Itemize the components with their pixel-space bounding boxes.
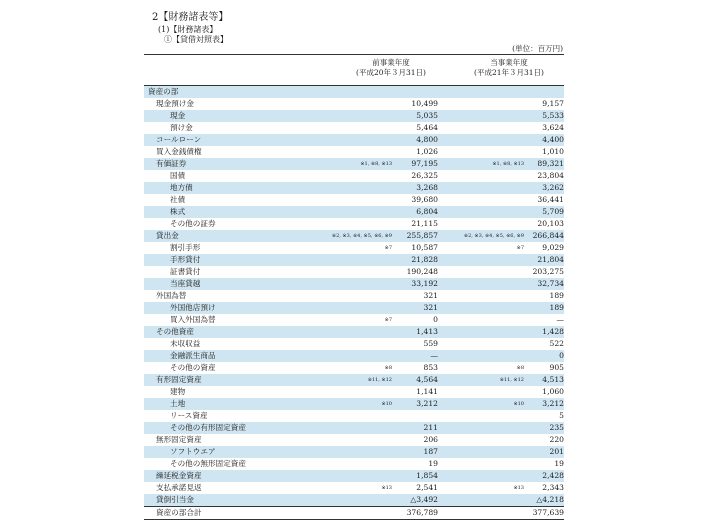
curr-year-value: 522	[549, 339, 564, 348]
table-row	[144, 362, 564, 374]
balance-sheet-table	[144, 54, 564, 520]
curr-year-value: 2,428	[542, 471, 564, 480]
prev-year-value: 321	[423, 291, 438, 300]
table-row	[144, 98, 564, 110]
table-row	[144, 194, 564, 206]
prev-year-value: 190,248	[406, 267, 438, 276]
prev-year-note-ref: ※2, ※3, ※4, ※5, ※6, ※9	[331, 233, 392, 239]
row-label: 買入外国為替	[170, 315, 216, 324]
prev-year-value: 10,587	[411, 243, 438, 252]
row-label: その他の資産	[170, 363, 216, 372]
prev-year-date: (平成20年３月31日)	[356, 68, 426, 77]
prev-year-value: 21,115	[411, 219, 438, 228]
row-label: 手形貸付	[170, 255, 201, 264]
prev-year-value: 4,800	[416, 135, 438, 144]
curr-year-value: 905	[549, 363, 564, 372]
prev-year-value: 26,325	[411, 171, 438, 180]
curr-year-value: 266,844	[532, 231, 564, 240]
row-label: 貸倒引当金	[156, 495, 194, 504]
row-label: その他資産	[156, 327, 194, 336]
row-label: 有形固定資産	[156, 375, 202, 384]
row-label: 社債	[170, 195, 186, 204]
row-label: 割引手形	[170, 243, 201, 252]
table-row	[144, 134, 564, 146]
table-row	[144, 182, 564, 194]
row-label: 建物	[170, 387, 186, 396]
curr-year-value: 189	[549, 303, 564, 312]
prev-year-note-ref: ※11, ※12	[367, 377, 392, 383]
prev-year-value: 321	[423, 303, 438, 312]
prev-year-value: 19	[428, 459, 438, 468]
row-label: 無形固定資産	[156, 435, 202, 444]
curr-year-value: 36,441	[537, 195, 564, 204]
prev-year-value: 211	[423, 423, 438, 432]
curr-year-note-ref: ※7	[516, 245, 524, 251]
prev-year-value: 6,804	[416, 207, 438, 216]
subsection-heading: (1)【財務諸表】	[158, 25, 218, 34]
prev-year-value: 2,541	[416, 483, 438, 492]
row-label: 地方債	[170, 183, 193, 192]
prev-year-note-ref: ※7	[384, 245, 392, 251]
curr-year-note-ref: ※13	[513, 485, 524, 491]
row-label: 資産の部	[148, 87, 179, 96]
prev-year-label: 前事業年度	[372, 58, 410, 67]
table-row	[144, 206, 564, 218]
curr-year-value: 2,343	[542, 483, 564, 492]
curr-year-value: 220	[549, 435, 564, 444]
row-label: 支払承諾見返	[156, 483, 202, 492]
table-row	[144, 314, 564, 326]
row-label: 未収収益	[170, 339, 201, 348]
prev-year-value: 3,268	[416, 183, 438, 192]
prev-year-value: 1,026	[416, 147, 438, 156]
prev-year-note-ref: ※13	[381, 485, 392, 491]
curr-year-value: 4,513	[542, 375, 564, 384]
curr-year-value: △4,218	[536, 495, 564, 504]
curr-year-note-ref: ※11, ※12	[499, 377, 524, 383]
table-row	[144, 494, 564, 506]
table-row	[144, 506, 564, 520]
table-row	[144, 410, 564, 422]
table-row	[144, 422, 564, 434]
curr-year-value: 5,709	[542, 207, 564, 216]
table-row	[144, 398, 564, 410]
table-row	[144, 290, 564, 302]
curr-year-value: 32,734	[537, 279, 564, 288]
row-label: その他の有形固定資産	[170, 423, 246, 432]
unit-label: (単位：百万円)	[512, 44, 563, 53]
row-label: 現金	[170, 111, 186, 120]
prev-year-value: 0	[433, 315, 438, 324]
curr-year-value: 1,010	[542, 147, 564, 156]
row-label: リース資産	[170, 411, 208, 420]
row-label: 外国為替	[156, 291, 187, 300]
curr-year-value: 189	[549, 291, 564, 300]
table-row	[144, 86, 564, 98]
curr-year-value: 3,262	[542, 183, 564, 192]
curr-year-value: 5	[559, 411, 564, 420]
table-heading: ①【貸借対照表】	[164, 35, 228, 44]
prev-year-value: 255,857	[406, 231, 438, 240]
row-label: 国債	[170, 171, 186, 180]
curr-year-value: 4,400	[542, 135, 564, 144]
curr-year-column-header	[454, 58, 564, 78]
curr-year-value: 9,029	[542, 243, 564, 252]
prev-year-value: 3,212	[416, 399, 438, 408]
curr-year-date: (平成21年３月31日)	[474, 68, 544, 77]
table-row	[144, 458, 564, 470]
row-label: 繰延税金資産	[156, 471, 202, 480]
table-row	[144, 266, 564, 278]
curr-year-value: 20,103	[537, 219, 564, 228]
curr-year-note-ref: ※2, ※3, ※4, ※5, ※6, ※9	[463, 233, 524, 239]
prev-year-value: —	[430, 351, 438, 360]
row-label: 現金預け金	[156, 99, 194, 108]
prev-year-value: 1,854	[416, 471, 438, 480]
row-label: 貸出金	[156, 231, 179, 240]
curr-year-value: 5,533	[542, 111, 564, 120]
curr-year-value: 1,060	[542, 387, 564, 396]
table-row	[144, 302, 564, 314]
curr-year-value: 201	[549, 447, 564, 456]
row-label: 当座貸越	[170, 279, 201, 288]
prev-year-value: 853	[423, 363, 438, 372]
table-row	[144, 218, 564, 230]
curr-year-value: 203,275	[532, 267, 564, 276]
table-row	[144, 350, 564, 362]
table-header	[144, 54, 564, 86]
table-body	[144, 86, 564, 520]
curr-year-value: 21,804	[537, 255, 564, 264]
table-row	[144, 146, 564, 158]
row-label: 外国他店預け	[170, 303, 216, 312]
curr-year-value: 377,639	[532, 508, 564, 517]
row-label: 買入金銭債権	[156, 147, 202, 156]
curr-year-value: 235	[549, 423, 564, 432]
curr-year-value: 0	[559, 351, 564, 360]
row-label: コールローン	[156, 135, 202, 144]
row-label: 預け金	[170, 123, 193, 132]
row-label: 有価証券	[156, 159, 187, 168]
row-label: 資産の部合計	[156, 508, 202, 517]
prev-year-value: 376,789	[406, 508, 438, 517]
prev-year-value: △3,492	[410, 495, 438, 504]
table-row	[144, 278, 564, 290]
prev-year-note-ref: ※7	[384, 317, 392, 323]
prev-year-value: 21,828	[411, 255, 438, 264]
prev-year-value: 5,464	[416, 123, 438, 132]
curr-year-note-ref: ※8	[516, 365, 524, 371]
table-row	[144, 170, 564, 182]
prev-year-value: 10,499	[411, 99, 438, 108]
row-label: 金融派生商品	[170, 351, 216, 360]
curr-year-value: 9,157	[542, 99, 564, 108]
row-label: 株式	[170, 207, 186, 216]
prev-year-value: 206	[423, 435, 438, 444]
prev-year-note-ref: ※8	[384, 365, 392, 371]
curr-year-value: —	[556, 315, 564, 324]
curr-year-value: 3,624	[542, 123, 564, 132]
prev-year-note-ref: ※1, ※8, ※13	[360, 161, 392, 167]
table-row	[144, 446, 564, 458]
prev-year-note-ref: ※10	[381, 401, 392, 407]
prev-year-value: 5,035	[416, 111, 438, 120]
row-label: その他の証券	[170, 219, 216, 228]
curr-year-label: 当事業年度	[490, 58, 528, 67]
prev-year-value: 187	[423, 447, 438, 456]
table-row	[144, 122, 564, 134]
table-row	[144, 470, 564, 482]
table-row	[144, 386, 564, 398]
curr-year-note-ref: ※1, ※8, ※13	[492, 161, 524, 167]
table-row	[144, 338, 564, 350]
curr-year-value: 1,428	[542, 327, 564, 336]
prev-year-value: 4,564	[416, 375, 438, 384]
prev-year-column-header	[336, 58, 446, 78]
table-row	[144, 230, 564, 242]
curr-year-value: 19	[554, 459, 564, 468]
table-row	[144, 374, 564, 386]
table-row	[144, 434, 564, 446]
curr-year-value: 3,212	[542, 399, 564, 408]
table-row	[144, 326, 564, 338]
curr-year-value: 23,804	[537, 171, 564, 180]
table-row	[144, 158, 564, 170]
table-row	[144, 482, 564, 494]
row-label: 証書貸付	[170, 267, 201, 276]
table-row	[144, 254, 564, 266]
section-heading: 2【財務諸表等】	[152, 12, 229, 23]
prev-year-value: 559	[423, 339, 438, 348]
curr-year-note-ref: ※10	[513, 401, 524, 407]
row-label: ソフトウエア	[170, 447, 216, 456]
curr-year-value: 89,321	[537, 159, 564, 168]
row-label: その他の無形固定資産	[170, 459, 246, 468]
prev-year-value: 1,413	[416, 327, 438, 336]
table-row	[144, 110, 564, 122]
prev-year-value: 1,141	[416, 387, 438, 396]
prev-year-value: 33,192	[411, 279, 438, 288]
prev-year-value: 39,680	[411, 195, 438, 204]
table-row	[144, 242, 564, 254]
prev-year-value: 97,195	[411, 159, 438, 168]
row-label: 土地	[170, 399, 186, 408]
